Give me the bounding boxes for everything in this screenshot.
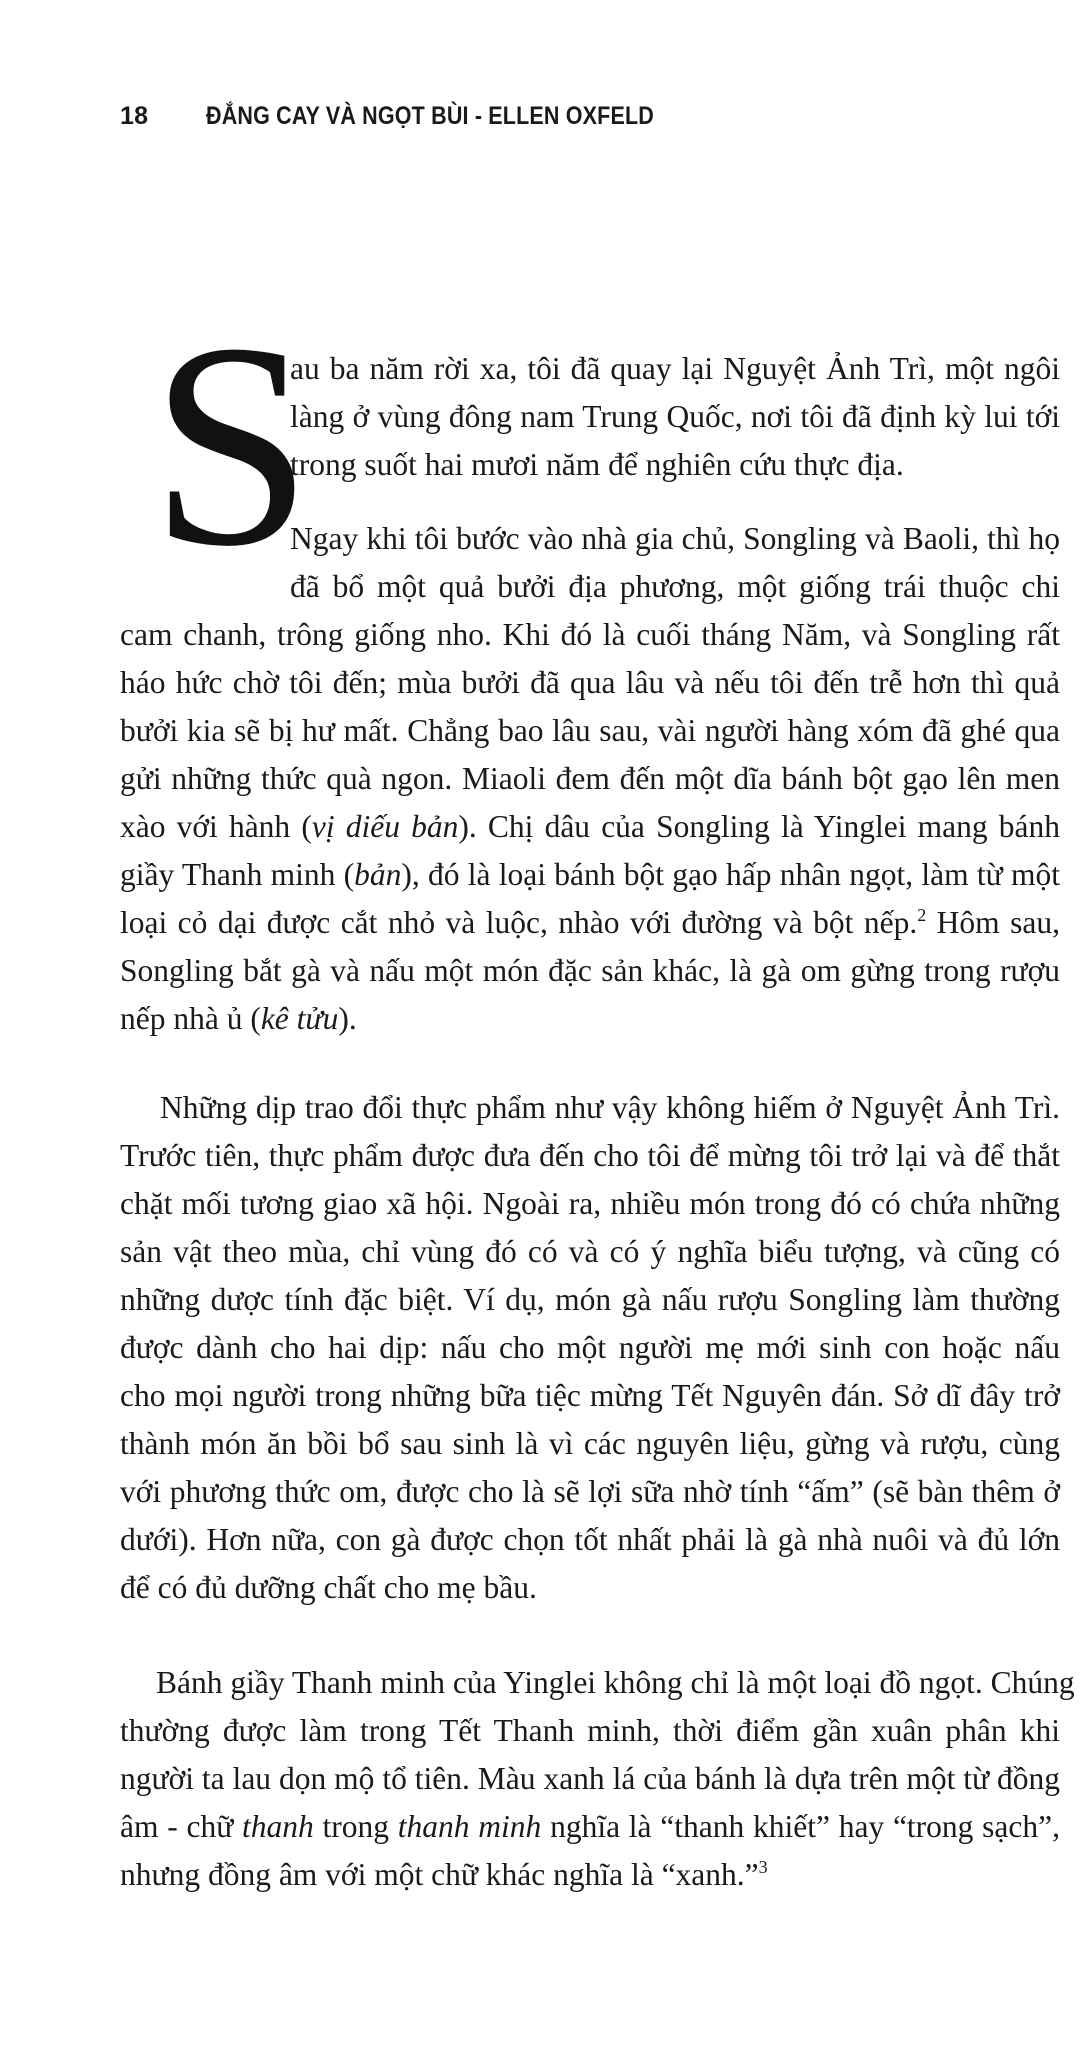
- text-line: trong suốt hai mươi năm để nghiên cứu thực địa.: [290, 447, 904, 482]
- italic-term: kê tửu: [260, 1001, 339, 1036]
- text-line: Songling bắt gà và nấu một món đặc sản khác, là gà om gừng trong rượu: [120, 953, 1060, 988]
- text-line: Bánh giầy Thanh minh của Yinglei không chỉ là một loại đồ ngọt. Chúng: [156, 1665, 1075, 1700]
- footnote-ref[interactable]: 2: [917, 905, 927, 925]
- text-line: thường được làm trong Tết Thanh minh, thời điểm gần xuân phân khi: [120, 1713, 1060, 1748]
- text-line: để có đủ dưỡng chất cho mẹ bầu.: [120, 1570, 537, 1605]
- text-line: [120, 1851, 1060, 1899]
- text-line: háo hức chờ tôi đến; mùa bưởi đã qua lâu và nếu tôi đến trễ hơn thì quả: [120, 665, 1060, 700]
- text-line: người ta lau dọn mộ tổ tiên. Màu xanh lá của bánh là dựa trên một từ đồng: [120, 1761, 1060, 1796]
- text-run: trong: [313, 1809, 398, 1844]
- text-line: [120, 851, 1060, 899]
- text-line: Những dịp trao đổi thực phẩm như vậy không hiếm ở Nguyệt Ảnh Trì.: [160, 1090, 1060, 1125]
- drop-cap: S: [150, 284, 313, 607]
- text-line: bưởi kia sẽ bị hư mất. Chẳng bao lâu sau, vài người hàng xóm đã ghé qua: [120, 713, 1060, 748]
- text-line: au ba năm rời xa, tôi đã quay lại Nguyệt Ảnh Trì, một ngôi: [290, 351, 1060, 386]
- text-run: ), đó là loại bánh bột gạo hấp nhân ngọt, làm từ một: [401, 857, 1060, 892]
- paragraph-2-wrapped: [290, 515, 1060, 611]
- text-line: cho mọi người trong những bữa tiệc mừng Tết Nguyên đán. Sở dĩ đây trở: [120, 1378, 1060, 1413]
- text-line: Ngay khi tôi bước vào nhà gia chủ, Songling và Baoli, thì họ: [290, 521, 1060, 556]
- text-run: xào với hành (: [120, 809, 312, 844]
- text-run: ).: [338, 1001, 357, 1036]
- text-run: âm - chữ: [120, 1809, 243, 1844]
- text-line: sản vật theo mùa, chỉ vùng đó có và có ý nghĩa biểu tượng, và cũng có: [120, 1234, 1060, 1269]
- text-run: loại cỏ dại được cắt nhỏ và luộc, nhào với đường và bột nếp.: [120, 905, 918, 940]
- text-line: đã bổ một quả bưởi địa phương, một giống trái thuộc chi: [290, 569, 1060, 604]
- text-run: Hôm sau,: [926, 905, 1060, 940]
- text-line: với phương thức om, được cho là sẽ lợi sữa nhờ tính “ấm” (sẽ bàn thêm ở: [120, 1474, 1060, 1509]
- text-line: làng ở vùng đông nam Trung Quốc, nơi tôi đã định kỳ lui tới: [290, 399, 1060, 434]
- text-line: thành món ăn bồi bổ sau sinh là vì các nguyên liệu, gừng và rượu, cùng: [120, 1426, 1060, 1461]
- running-title: ĐẮNG CAY VÀ NGỌT BÙI - ELLEN OXFELD: [206, 102, 655, 130]
- text-line: gửi những thức quà ngon. Miaoli đem đến một dĩa bánh bột gạo lên men: [120, 761, 1060, 796]
- text-line: được dành cho hai dịp: nấu cho một người mẹ mới sinh con hoặc nấu: [120, 1330, 1060, 1365]
- text-run: nghĩa là “thanh khiết” hay “trong sạch”,: [541, 1809, 1060, 1844]
- text-run: giầy Thanh minh (: [120, 857, 355, 892]
- paragraph-1: [290, 345, 1060, 489]
- italic-term: thanh minh: [397, 1809, 542, 1844]
- text-run: nếp nhà ủ (: [120, 1001, 261, 1036]
- text-line: chặt mối tương giao xã hội. Ngoài ra, nhiều món trong đó có chứa những: [120, 1186, 1060, 1221]
- text-line: [120, 803, 1060, 851]
- paragraph-4: [120, 1659, 1075, 1899]
- italic-term: thanh: [242, 1809, 314, 1844]
- footnote-ref[interactable]: 3: [758, 1857, 768, 1877]
- text-run: nhưng đồng âm với một chữ khác nghĩa là “xanh.”: [120, 1857, 759, 1892]
- text-line: dưới). Hơn nữa, con gà được chọn tốt nhất phải là gà nhà nuôi và đủ lớn: [120, 1522, 1060, 1557]
- text-line: [120, 899, 1060, 947]
- text-line: những dược tính đặc biệt. Ví dụ, món gà nấu rượu Songling làm thường: [120, 1282, 1060, 1317]
- italic-term: vị diếu bản: [311, 809, 459, 844]
- paragraph-2: [120, 611, 1060, 1043]
- page-number: 18: [120, 102, 149, 130]
- italic-term: bản: [354, 857, 402, 892]
- text-line: Trước tiên, thực phẩm được đưa đến cho tôi để mừng tôi trở lại và để thắt: [120, 1138, 1060, 1173]
- text-run: ). Chị dâu của Songling là Yinglei mang bánh: [458, 809, 1060, 844]
- text-line: [120, 1803, 1060, 1851]
- text-line: [120, 995, 1060, 1043]
- paragraph-3: [120, 1084, 1060, 1612]
- text-line: cam chanh, trông giống nho. Khi đó là cuối tháng Năm, và Songling rất: [120, 617, 1060, 652]
- running-header: [120, 102, 727, 131]
